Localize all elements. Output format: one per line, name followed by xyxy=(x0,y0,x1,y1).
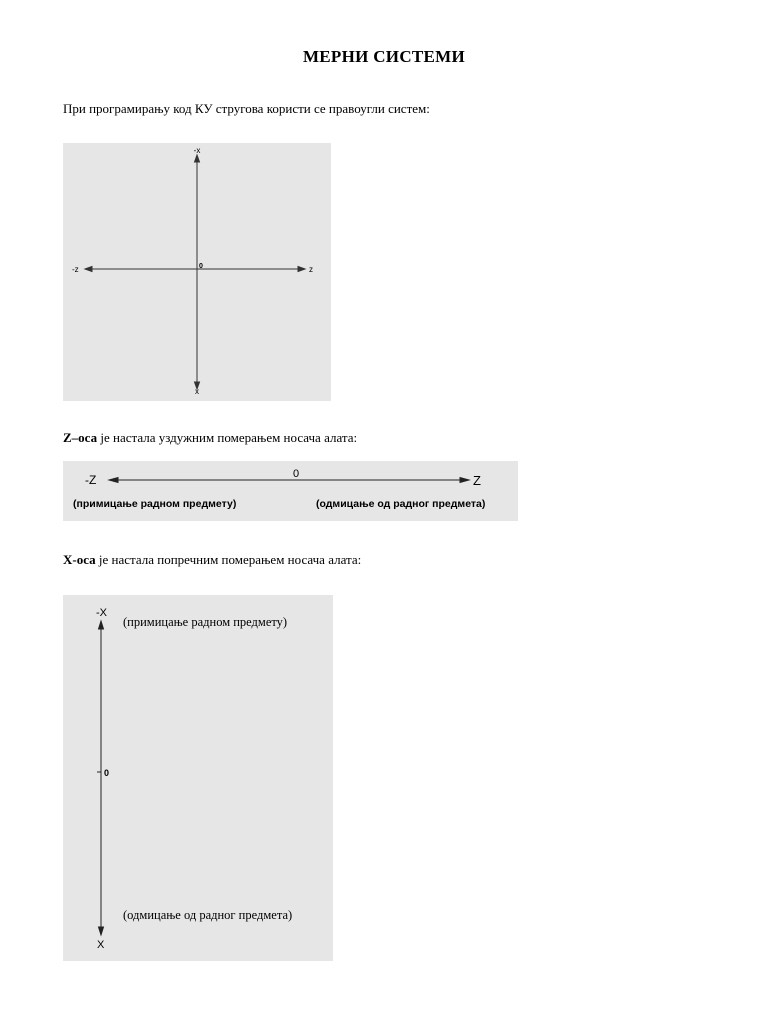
arrow-left-icon xyxy=(109,478,118,483)
x-axis-term: X-оса xyxy=(63,552,96,567)
label-origin: 0 xyxy=(199,263,203,270)
z-axis-diagram xyxy=(63,461,518,521)
coordinate-system-diagram xyxy=(63,143,331,401)
arrow-up-icon xyxy=(195,155,200,162)
x-axis-diagram xyxy=(63,595,333,961)
label-origin: 0 xyxy=(104,768,110,778)
label-pos-x: x xyxy=(195,387,199,396)
z-axis-figure xyxy=(63,461,518,521)
z-axis-text: је настала уздужним померањем носача алата: xyxy=(97,430,358,445)
label-pos-x: X xyxy=(97,939,105,951)
z-axis-paragraph xyxy=(63,430,357,446)
label-neg-z: -Z xyxy=(85,473,97,487)
page-title: МЕРНИ СИСТЕМИ xyxy=(302,47,466,66)
arrow-down-icon xyxy=(99,927,104,935)
x-axis-paragraph xyxy=(63,552,361,568)
label-pos-z: Z xyxy=(473,473,481,488)
note-retract: (одмицање од радног предмета) xyxy=(316,498,486,510)
coordinate-system-figure xyxy=(63,143,331,401)
note-retract: (одмицање од радног предмета) xyxy=(123,908,293,922)
intro-paragraph: При програмирању код КУ стругова користи се правоугли систем: xyxy=(63,101,430,116)
label-origin: 0 xyxy=(292,468,300,480)
note-approach: (примицање радном предмету) xyxy=(123,615,288,629)
x-axis-figure xyxy=(63,595,333,961)
x-axis-text: је настала попречним померањем носача алата: xyxy=(95,552,362,567)
arrow-right-icon xyxy=(298,267,305,272)
note-approach: (примицање радном предмету) xyxy=(73,498,237,510)
arrow-right-icon xyxy=(460,478,469,483)
label-neg-z: -z xyxy=(72,265,79,274)
z-axis-term: Z–оса xyxy=(63,430,98,445)
label-neg-x: -x xyxy=(193,146,201,155)
arrow-up-icon xyxy=(99,621,104,629)
arrow-left-icon xyxy=(85,267,92,272)
label-neg-x: -X xyxy=(96,607,107,619)
label-pos-z: z xyxy=(309,265,313,274)
